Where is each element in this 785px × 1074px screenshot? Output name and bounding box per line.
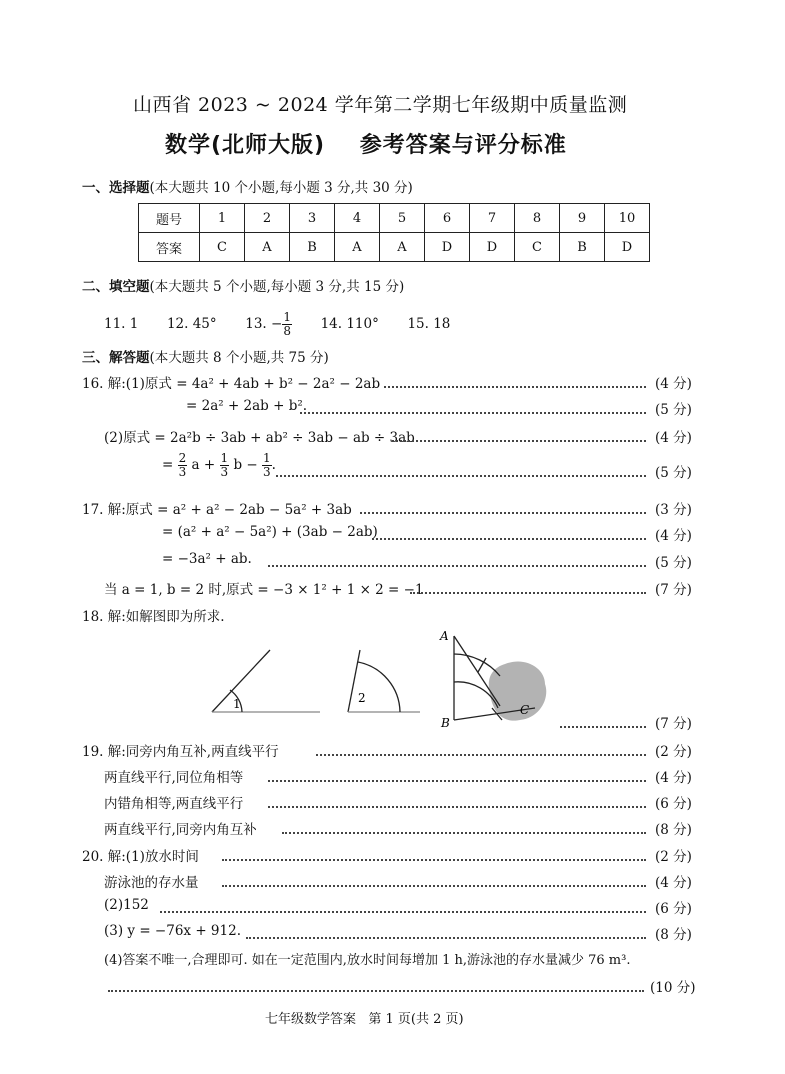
angle-2-label: 2 <box>358 691 366 705</box>
q16-score-4: (5 分) <box>655 465 692 481</box>
section-2-note: (本大题共 5 个小题,每小题 3 分,共 15 分) <box>149 279 405 295</box>
q17-line-2: = (a² + a² − 5a²) + (3ab − 2ab) <box>162 524 378 540</box>
answer-table-cell: 1 <box>200 204 245 233</box>
answer-table-header-number: 题号 <box>139 204 200 233</box>
q17-score-1: (3 分) <box>655 502 692 518</box>
answer-table-cell: 6 <box>425 204 470 233</box>
q20-line-4: (3) y = −76x + 912. <box>104 923 241 939</box>
answer-table-header-answer: 答案 <box>139 233 200 262</box>
point-A-label: A <box>440 629 449 643</box>
q20-score-5: (10 分) <box>650 980 696 996</box>
answer-table-cell: D <box>470 233 515 262</box>
q20-score-3: (6 分) <box>655 901 692 917</box>
answer-table-cell: 10 <box>605 204 650 233</box>
answer-table-cell: A <box>245 233 290 262</box>
q20-line-5: (4)答案不唯一,合理即可. 如在一定范围内,放水时间每增加 1 h,游泳池的存水量减少 76 m³. <box>104 953 631 968</box>
q18-score-1: (7 分) <box>655 716 692 732</box>
angle-1-figure <box>212 650 320 712</box>
q16-line-2: = 2a² + 2ab + b². <box>186 398 308 414</box>
q17-score-4: (7 分) <box>655 582 692 598</box>
q19-score-4: (8 分) <box>655 822 692 838</box>
q20-line-2: 游泳池的存水量 <box>104 875 199 891</box>
smudge-blot <box>489 661 546 720</box>
q18-construction-figure <box>200 628 570 732</box>
answer-table-cell: 2 <box>245 204 290 233</box>
point-B-label: B <box>441 716 450 730</box>
answer-table-cell: C <box>515 233 560 262</box>
q20-score-4: (8 分) <box>655 927 692 943</box>
section-1-note: (本大题共 10 个小题,每小题 3 分,共 30 分) <box>149 180 413 196</box>
answer-table-cell: C <box>200 233 245 262</box>
page-subtitle: 数学(北师大版) 参考答案与评分标准 <box>165 133 567 158</box>
answer-table <box>138 203 650 262</box>
answer-table-cell: A <box>380 233 425 262</box>
answer-table-answer-row <box>139 233 650 262</box>
section-1-label: 一、选择题 <box>82 180 150 196</box>
answer-table-cell: 4 <box>335 204 380 233</box>
answer-table-cell: B <box>560 233 605 262</box>
q16-score-2: (5 分) <box>655 402 692 418</box>
section-3-label: 三、解答题 <box>82 350 150 366</box>
q19-line-1: 19. 解:同旁内角互补,两直线平行 <box>82 744 279 760</box>
q17-line-3: = −3a² + ab. <box>162 551 252 567</box>
q16-line-1: 16. 解:(1)原式 = 4a² + 4ab + b² − 2a² − 2ab <box>82 376 381 392</box>
answer-table-cell: 8 <box>515 204 560 233</box>
q19-score-1: (2 分) <box>655 744 692 760</box>
answer-table-number-row <box>139 204 650 233</box>
q17-line-4: 当 a = 1, b = 2 时,原式 = −3 × 1² + 1 × 2 = −1. <box>104 582 428 598</box>
q20-line-1: 20. 解:(1)放水时间 <box>82 849 199 865</box>
answer-table-cell: 5 <box>380 204 425 233</box>
answer-14: 14. 110° <box>320 316 379 332</box>
q19-score-2: (4 分) <box>655 770 692 786</box>
q19-line-3: 内错角相等,两直线平行 <box>104 796 244 812</box>
answer-table-cell: D <box>605 233 650 262</box>
answer-11: 11. 1 <box>104 316 139 332</box>
angle-1-label: 1 <box>233 697 241 711</box>
q16-line-3: (2)原式 = 2a²b ÷ 3ab + ab² ÷ 3ab − ab ÷ 3ab <box>104 430 415 446</box>
q16-score-1: (4 分) <box>655 376 692 392</box>
q20-line-3: (2)152 <box>104 897 149 913</box>
answer-table-cell: B <box>290 233 335 262</box>
q20-score-2: (4 分) <box>655 875 692 891</box>
page-title: 山西省 2023 ~ 2024 学年第二学期七年级期中质量监测 <box>133 94 628 116</box>
section-3-heading <box>82 346 329 366</box>
section-2-heading <box>82 275 404 295</box>
q17-line-1: 17. 解:原式 = a² + a² − 2ab − 5a² + 3ab <box>82 502 352 518</box>
fill-answers <box>104 311 450 338</box>
section-2-label: 二、填空题 <box>82 279 150 295</box>
q18-line-1: 18. 解:如解图即为所求. <box>82 609 225 625</box>
page-footer: 七年级数学答案 第 1 页(共 2 页) <box>265 1012 464 1027</box>
q20-score-1: (2 分) <box>655 849 692 865</box>
answer-table-cell: 7 <box>470 204 515 233</box>
q17-score-2: (4 分) <box>655 528 692 544</box>
q16-line-4: = $\frac{2}{3}$ a + $\frac{1}{3}$ b − $\frac{1}{3}$ . <box>162 451 276 479</box>
answer-13: 13. − $\frac{1}{8}$ <box>245 310 291 338</box>
answer-12: 12. 45° <box>166 316 217 332</box>
q16-score-3: (4 分) <box>655 430 692 446</box>
answer-table-cell: D <box>425 233 470 262</box>
q19-line-4: 两直线平行,同旁内角互补 <box>104 822 257 838</box>
answer-15: 15. 18 <box>407 316 451 332</box>
section-1-heading <box>82 176 413 196</box>
q19-score-3: (6 分) <box>655 796 692 812</box>
point-C-label: C <box>520 703 530 717</box>
answer-table-cell: 9 <box>560 204 605 233</box>
answer-table-cell: A <box>335 233 380 262</box>
q17-score-3: (5 分) <box>655 555 692 571</box>
section-3-note: (本大题共 8 个小题,共 75 分) <box>149 350 329 366</box>
answer-table-cell: 3 <box>290 204 335 233</box>
q19-line-2: 两直线平行,同位角相等 <box>104 770 244 786</box>
